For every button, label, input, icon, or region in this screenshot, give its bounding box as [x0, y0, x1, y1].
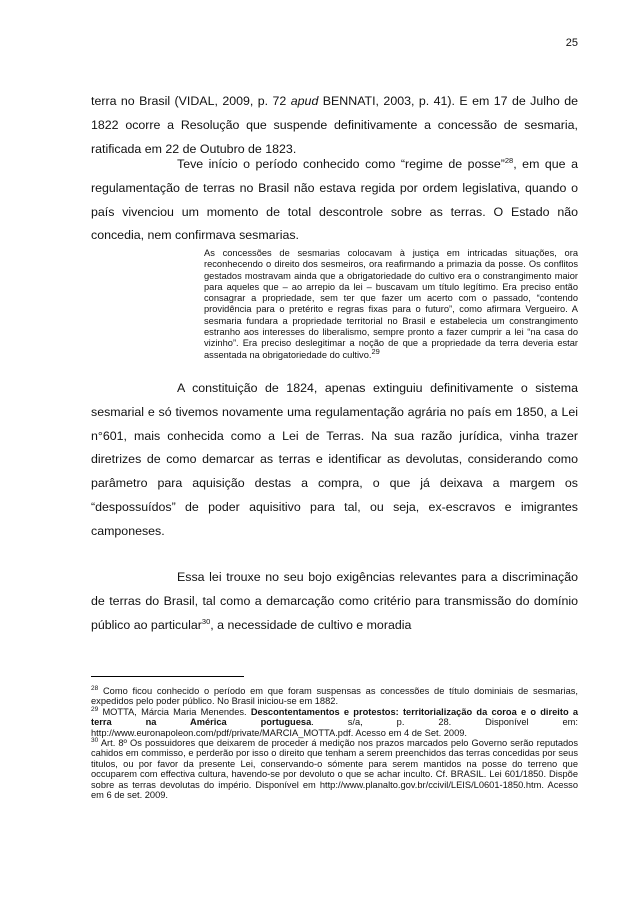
- footnotes: [91, 686, 578, 800]
- footnote-29-title: Descontentamentos e protestos: territorialização da coroa e o direito a terra na América portuguesa: [91, 706, 579, 728]
- paragraph-2-text-a: Teve início o período conhecido como “regime de posse”: [177, 157, 505, 171]
- footnote-28: [91, 686, 578, 707]
- paragraph-1-apud: apud: [290, 94, 319, 108]
- footnote-29-number: 29: [91, 705, 99, 713]
- paragraph-4-text-b: , a necessidade de cultivo e moradia: [210, 617, 412, 632]
- paragraph-2-text-b: , em que a regulamentação de terras no Brasil não estava regida por ordem legislativa, quando o país vivenciou um momento de total descontrole sobre as terras. O Estado não concedia, nem confirmava sesmarias.: [91, 157, 578, 243]
- footnote-29-details: . s/a, p. 28. Disponível em: http://www.euronapoleon.com/pdf/private/MARCIA_MOTTA.pdf. Acesso em 4 de Set. 2009.: [91, 717, 578, 738]
- footnote-29: [91, 707, 578, 738]
- paragraph-1-text-b: BENNATI, 2003, p. 41). E em 17 de Julho de 1822 ocorre a Resolução que suspende definitivamente a concessão de sesmaria, ratificada em 22 de Outubro de 1823.: [91, 94, 578, 156]
- footnote-30: [91, 738, 578, 800]
- footnote-28-number: 28: [91, 684, 99, 692]
- paragraph-1-text-a: terra no Brasil (VIDAL, 2009, p. 72: [91, 94, 291, 108]
- paragraph-2: [91, 153, 578, 248]
- footnote-30-number: 30: [91, 736, 99, 744]
- paragraph-3: A constituição de 1824, apenas extinguiu definitivamente o sistema sesmarial e só tivemos novamente uma regulamentação agrária no país em 1850, a Lei n°601, mais conhecida como a Lei de Terras. Na sua razão jurídica, vinha trazer diretrizes de como demarcar as terras e identificar as devolutas, considerando como parâmetro para aquisição destas a compra, o que já deixava a margem os “despossuídos” de poder aquisitivo para tal, ou seja, ex-escravos e imigrantes camponeses.: [91, 381, 578, 538]
- footnote-30-text: Art. 8º Os possuidores que deixarem de proceder á medição nos prazos marcados pelo Governo serão reputados cahidos em commisso, e perderão por isso o direito que tenham a serem preenchidos das terras concedidas por seus titulos, ou por favor da presente Lei, conservando-o sómente para serem mantidos na posse do terreno que occuparem com effectiva cultura, havendo-se por devoluto o que se achar inculto. Cf. BRASIL. Lei 601/1850. Dispõe sobre as terras devolutas do império. Disponível em http://www.planalto.gov.br/ccivil/LEIS/L0601-1850.htm. Acesso em 6 de set. 2009.: [91, 738, 578, 801]
- paragraph-4: [91, 566, 578, 637]
- footnote-29-author: MOTTA, Márcia Maria Menendes.: [98, 706, 251, 717]
- footnote-separator: [91, 676, 244, 677]
- block-quote-text: As concessões de sesmarias colocavam à justiça em intricadas situações, ora reconhecendo o direito dos sesmeiros, ora reafirmando a primazia da posse. Os conflitos gestados mostravam ainda que a obrigatoriedade do cultivo era o constrangimento maior para aqueles que – ao arrepio da lei – buscavam um título legítimo. Era preciso então consagrar a propriedade, sem ter que fazer um acerto com o passado, “contendo providência para o pretérito e regras fixas para o futuro”, como afirmara Vergueiro. A sesmaria fundara a propriedade territorial no Brasil e estabelecia um constrangimento estranho aos interesses do liberalismo, sempre pronto a fazer cumprir a lei “na casa do vizinho”. Era preciso deslegitimar a noção de que a propriedade da terra deveria estar assentada na obrigatoriedade do cultivo.: [204, 248, 578, 360]
- footnote-ref-28: 28: [504, 155, 514, 165]
- paragraph-4-text-a: Essa lei trouxe no seu bojo exigências relevantes para a discriminação de terras do Brasil, tal como a demarcação como critério para transmissão do domínio público ao particular: [91, 570, 578, 632]
- footnote-ref-29: 29: [371, 346, 380, 356]
- footnote-28-text: Como ficou conhecido o período em que foram suspensas as concessões de título dominiais de sesmarias, expedidos pelo poder público. No Brasil iniciou-se em 1882.: [91, 686, 578, 707]
- footnote-ref-30: 30: [201, 616, 211, 626]
- block-quote: [204, 248, 578, 361]
- page-number: 25: [565, 37, 578, 49]
- paragraph-1: [91, 90, 578, 161]
